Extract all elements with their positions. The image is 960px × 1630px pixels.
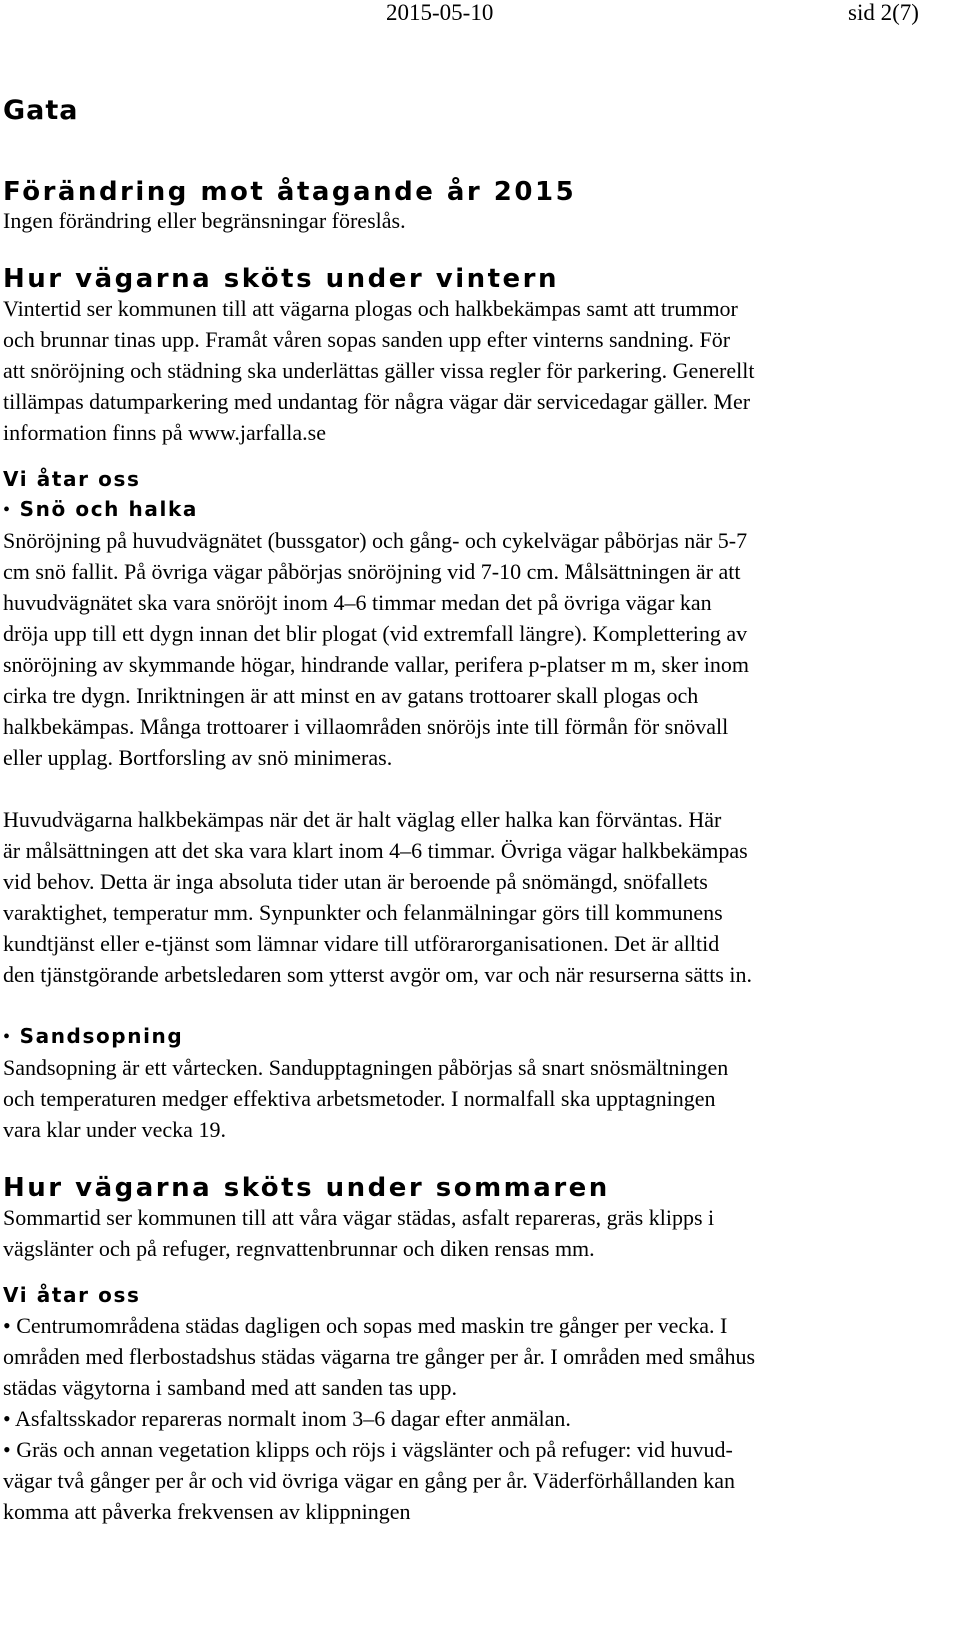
paragraph-line: cirka tre dygn. Inriktningen är att minst en av gatans trottoarer skall plogas och [3,683,699,708]
paragraph-line: eller upplag. Bortforsling av snö minimeras. [3,745,393,770]
bullet-line: områden med flerbostadshus städas vägarna tre gånger per år. I områden med småhus [3,1344,756,1369]
bullet-marker: • [3,499,12,521]
paragraph-line: Sandsopning är ett vårtecken. Sandupptagningen påbörjas så snart snösmältningen [3,1055,729,1080]
page-header [0,0,960,30]
subheading-we-undertake: Vi åtar oss [3,1283,141,1307]
paragraph-line: cm snö fallit. På övriga vägar påbörjas snöröjning vid 7-10 cm. Målsättningen är att [3,559,741,584]
section-summer [3,1171,953,1527]
bullet-line: städas vägytorna i samband med att sanden tas upp. [3,1375,457,1400]
paragraph-line: och brunnar tinas upp. Framåt våren sopas sanden upp efter vinterns sandning. För [3,327,731,352]
bullet-heading-snow [3,494,953,525]
paragraph-line: och temperaturen medger effektiva arbetsmetoder. I normalfall ska upptagningen [3,1086,716,1111]
paragraph-line: huvudvägnätet ska vara snöröjt inom 4–6 timmar medan det på övriga vägar kan [3,590,712,615]
section-heading: Hur vägarna sköts under vintern [3,264,560,294]
paragraph-line: vägslänter och på refuger, regnvattenbrunnar och diken rensas mm. [3,1236,595,1261]
header-date: 2015-05-10 [386,0,494,25]
section-change-2015 [3,175,953,236]
document-body [3,94,953,1527]
bullet-marker: • [3,1026,12,1048]
bullet-line: komma att påverka frekvensen av klippningen [3,1499,411,1524]
paragraph-line: halkbekämpas. Många trottoarer i villaområden snöröjs inte till förmån för snövall [3,714,729,739]
paragraph-line: varaktighet, temperatur mm. Synpunkter och felanmälningar görs till kommunens [3,900,723,925]
bullet-heading-label: Snö och halka [19,497,198,521]
paragraph-line: tillämpas datumparkering med undantag för några vägar där servicedagar gäller. Mer [3,389,751,414]
paragraph-line: Huvudvägarna halkbekämpas när det är halt väglag eller halka kan förväntas. Här [3,807,722,832]
section-winter [3,262,953,1145]
bullet-heading-sand [3,1021,953,1052]
paragraph-line: Vintertid ser kommunen till att vägarna plogas och halkbekämpas samt att trummor [3,296,738,321]
paragraph-line: är målsättningen att det ska vara klart inom 4–6 timmar. Övriga vägar halkbekämpas [3,838,748,863]
paragraph-line: snöröjning av skymmande högar, hindrande vallar, perifera p-platser m m, sker inom [3,652,750,677]
section-heading: Förändring mot åtagande år 2015 [3,177,577,207]
paragraph-line: att snöröjning och städning ska underlättas gäller vissa regler för parkering. Generellt [3,358,755,383]
subheading-we-undertake: Vi åtar oss [3,467,141,491]
paragraph-line: kundtjänst eller e-tjänst som lämnar vidare till utförarorganisationen. Det är alltid [3,931,720,956]
bullet-line: • Gräs och annan vegetation klipps och röjs i vägslänter och på refuger: vid huvud- [3,1437,733,1462]
paragraph-line: Snöröjning på huvudvägnätet (bussgator) och gång- och cykelvägar påbörjas när 5-7 [3,528,748,553]
bullet-heading-label: Sandsopning [19,1024,184,1048]
header-page-number: sid 2(7) [848,0,919,25]
page-title: Gata [3,95,79,126]
paragraph-line: den tjänstgörande arbetsledaren som ytterst avgör om, var och när resurserna sätts in. [3,962,752,987]
bullet-line: vägar två gånger per år och vid övriga vägar en gång per år. Väderförhållanden kan [3,1468,735,1493]
paragraph-line: vara klar under vecka 19. [3,1117,226,1142]
bullet-line: • Centrumområdena städas dagligen och sopas med maskin tre gånger per vecka. I [3,1313,728,1338]
bullet-line: • Asfaltsskador repareras normalt inom 3–6 dagar efter anmälan. [3,1406,571,1431]
section-heading: Hur vägarna sköts under sommaren [3,1173,610,1203]
section-text: Ingen förändring eller begränsningar föreslås. [3,208,406,233]
paragraph-line: Sommartid ser kommunen till att våra vägar städas, asfalt repareras, gräs klipps i [3,1205,715,1230]
paragraph-line: vid behov. Detta är inga absoluta tider utan är beroende på snömängd, snöfallets [3,869,708,894]
paragraph-line: information finns på www.jarfalla.se [3,420,326,445]
paragraph-line: dröja upp till ett dygn innan det blir plogat (vid extremfall längre). Komplettering av [3,621,748,646]
